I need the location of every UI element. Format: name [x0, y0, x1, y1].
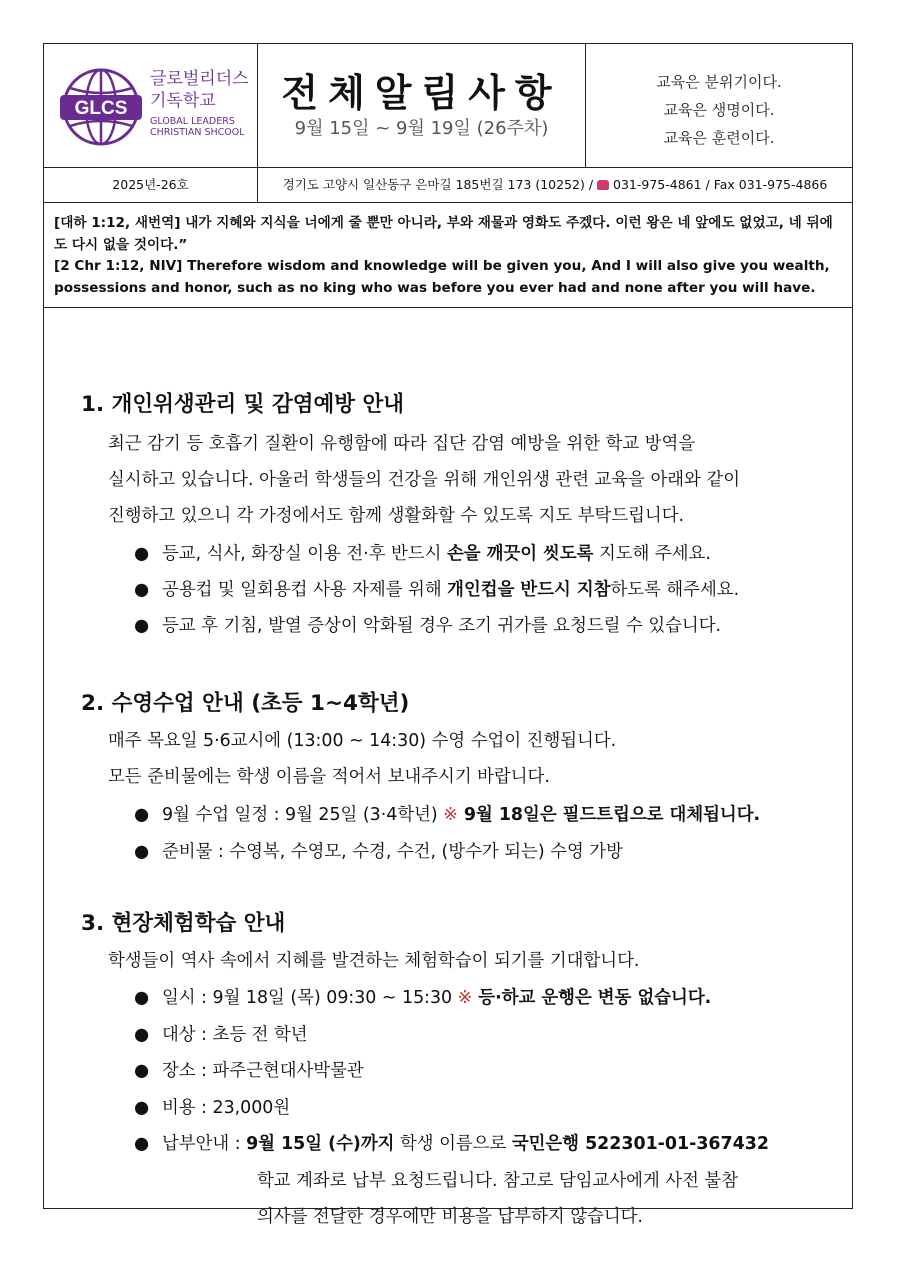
logo-mark-text: GLCS	[74, 98, 128, 119]
section-heading: 3. 현장체험학습 안내	[81, 911, 286, 936]
bible-verse	[44, 203, 852, 308]
school-name-english: GLOBAL LEADERS CHRISTIAN SHCOOL	[150, 116, 245, 138]
document-header	[44, 44, 852, 168]
list-item: ● 등교 후 기침, 발열 증상이 악화될 경우 조기 귀가를 요청드릴 수 있습니다.	[134, 616, 722, 636]
bullet-list	[134, 536, 849, 644]
motto-line: 교육은 분위기이다.	[656, 73, 782, 91]
list-item: ● 공용컵 및 일회용컵 사용 자제를 위해 개인컵을 반드시 지참하도록 해주세요.	[134, 580, 740, 600]
section-heading: 2. 수영수업 안내 (초등 1~4학년)	[81, 691, 410, 716]
list-item: ● 대상 : 초등 전 학년	[134, 1024, 308, 1045]
info-bar	[44, 168, 852, 203]
motto-block	[586, 44, 852, 167]
address-text: 경기도 고양시 일산동구 은마길 185번길 173 (10252) /	[282, 177, 594, 192]
list-item: ● 준비물 : 수영복, 수영모, 수경, 수건, (방수가 되는) 수영 가방	[134, 842, 623, 862]
list-item: ● 장소 : 파주근현대사박물관	[134, 1061, 364, 1081]
payment-note: 학교 계좌로 납부 요청드립니다. 참고로 담임교사에게 사전 불참	[257, 1170, 739, 1191]
school-name-korean: 글로벌리더스 기독학교	[150, 69, 249, 111]
week-subtitle: 9월 15일 ~ 9월 19일 (26주차)	[294, 118, 549, 139]
phone-text: 031-975-4861 / Fax 031-975-4866	[613, 177, 828, 192]
globe-logo-icon	[58, 64, 144, 150]
section-paragraph: 학생들이 역사 속에서 지혜를 발견하는 체험학습이 되기를 기대합니다.	[108, 951, 640, 971]
page-title: 전체알림사항	[281, 71, 562, 115]
verse-korean: [대하 1:12, 새번역] 내가 지혜와 지식을 너에게 줄 뿐만 아니라, 부와 재물과 영화도 주겠다. 이런 왕은 네 앞에도 없었고, 네 뒤에도 다시 없을 것이다.”	[54, 215, 833, 253]
list-item: ● 납부안내 : 9월 15일 (수)까지 학생 이름으로 국민은행 522301-01-367432 학교 계좌로 납부 요청드립니다. 참고로 담임교사에게 사전 불참 의사를 전달한 경우에만 비용을 납부하지 않습니다.	[134, 1126, 849, 1236]
verse-english: [2 Chr 1:12, NIV] Therefore wisdom and knowledge will be given you, And I will also give you wealth, possessions and honor, such as no king who was before you ever had and none after you will have.	[54, 258, 830, 296]
issue-number: 2025년-26호	[44, 168, 258, 202]
motto-line: 교육은 훈련이다.	[663, 129, 775, 147]
title-block	[258, 44, 586, 167]
list-item: ● 9월 수업 일정 : 9월 25일 (3·4학년) ※ 9월 18일은 필드트립으로 대체됩니다.	[134, 805, 761, 825]
school-logo-block	[44, 44, 258, 167]
contact-info	[258, 168, 852, 202]
list-item: ● 등교, 식사, 화장실 이용 전·후 반드시 손을 깨끗이 씻도록 지도해 주세요.	[134, 544, 711, 564]
list-item: ● 비용 : 23,000원	[134, 1097, 291, 1118]
phone-icon	[597, 180, 609, 190]
section-heading: 1. 개인위생관리 및 감염예방 안내	[81, 392, 405, 417]
motto-line: 교육은 생명이다.	[663, 101, 775, 119]
notice-document	[43, 43, 853, 1227]
bullet-list	[134, 797, 849, 871]
section-paragraph: 최근 감기 등 호흡기 질환이 유행함에 따라 집단 감염 예방을 위한 학교 방역을 실시하고 있습니다. 아울러 학생들의 건강을 위해 개인위생 관련 교육을 아래와 같이 진행하고 있으니 각 가정에서도 함께 생활화할 수 있도록 지도 부탁드립니다.	[108, 434, 740, 526]
list-item: ● 일시 : 9월 18일 (목) 09:30 ~ 15:30 ※ 등·하교 운행은 변동 없습니다.	[134, 988, 712, 1008]
bullet-list	[134, 980, 849, 1236]
payment-note: 의사를 전달한 경우에만 비용을 납부하지 않습니다.	[257, 1207, 643, 1227]
section-paragraph: 매주 목요일 5·6교시에 (13:00 ~ 14:30) 수영 수업이 진행됩니다. 모든 준비물에는 학생 이름을 적어서 보내주시기 바랍니다.	[108, 731, 617, 787]
